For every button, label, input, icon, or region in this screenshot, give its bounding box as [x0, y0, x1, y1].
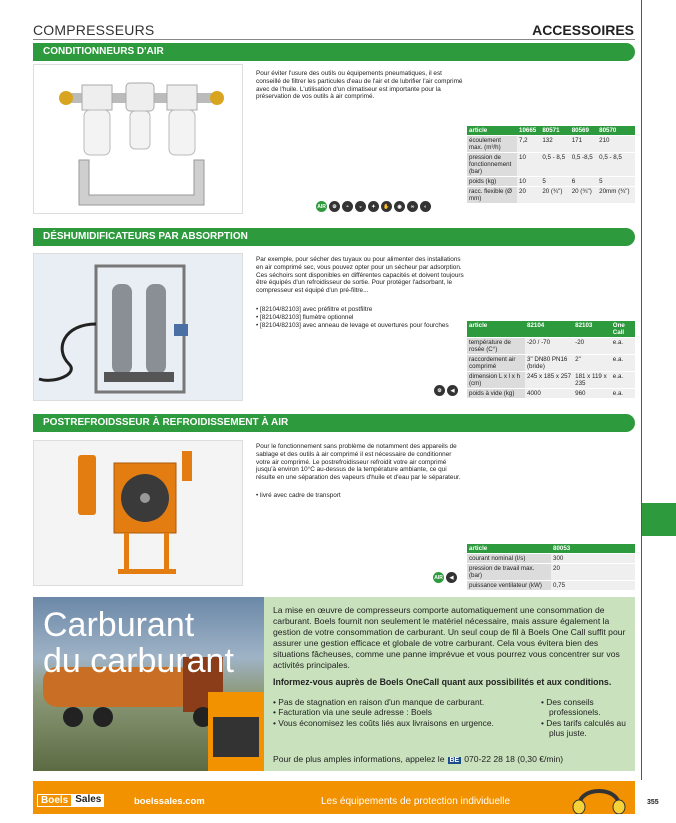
section-header-left: COMPRESSEURS [33, 22, 155, 38]
tool-icon: ⚙ [434, 385, 445, 396]
promo-title-line1: Carburant [43, 606, 195, 644]
section3-bullets [256, 492, 466, 500]
list-item: • Des conseils professionels. [541, 697, 631, 718]
fire-icon: ✦ [368, 201, 379, 212]
list-item: • [82104/82103] avec préfiltre et postfiltre [256, 306, 466, 314]
table-cell: 5 [597, 177, 635, 187]
table-cell: 0,75 [551, 581, 635, 591]
promo-body-text: La mise en œuvre de compresseurs comporte automatiquement une consommation de carburant. Boels fournit non seulement le matériel nécessaire, mais assure également la gestion de votre consommation de carburant. Un seul coup de fil à Boels One Call suffit pour assurer une gestion efficace et globale de votre carburant. Cela vous évitera bien des situations fâcheuses, comme une panne imprévue et vous pourrez vous concentrer sur vos activités principales. [273, 605, 626, 670]
table-cell: e.a. [611, 372, 635, 389]
section-title-conditionneurs: CONDITIONNEURS D'AIR [33, 43, 635, 61]
table-cell: -20 / -70 [525, 338, 573, 355]
table-header-row [467, 321, 635, 338]
section-title-deshumidificateurs: DÉSHUMIDIFICATEURS PAR ABSORPTION [33, 228, 635, 246]
table-header-cell: 80569 [570, 126, 597, 136]
list-item: • Facturation via une seule adresse : Boels [273, 707, 513, 717]
page-edge-line [641, 0, 642, 780]
logo-boels: Boels [37, 794, 72, 807]
list-item: • livré avec cadre de transport [256, 492, 466, 500]
list-item: • Des tarifs calculés au plus juste. [541, 718, 631, 739]
table-cell: 10 [517, 177, 540, 187]
table-header-cell: 82103 [573, 321, 611, 338]
cap-icon: ◓ [342, 201, 353, 212]
table-row [467, 389, 635, 399]
table-row [467, 554, 635, 564]
section1-description: Pour éviter l'usure des outils ou équipements pneumatiques, il est conseillé de filtrer les particules d'eau de l'air et de lubrifier l'air comprimé avec de l'huile. L'utilisation d'un climatiseur est importante pour la préservation de vos outils à air comprimé. [256, 70, 463, 101]
promo-title [43, 607, 234, 679]
aftercooler-illustration [34, 441, 243, 586]
table-header-cell: 80570 [597, 126, 635, 136]
belgium-badge: BE [449, 757, 460, 764]
fuel-promo-box [33, 597, 635, 771]
table-header-cell: 80571 [540, 126, 569, 136]
table-cell: 181 x 119 x 235 [573, 372, 611, 389]
table-cell: 300 [551, 554, 635, 564]
table-row [467, 355, 635, 372]
table-row [467, 136, 635, 153]
section2-description: Par exemple, pour sécher des tuyaux ou pour alimenter des installations en air comprimé sec, vous pouvez opter pour un sécheur par adsorption. Ces séchoirs sont disponibles en différentes capacités et doivent toujours être équipés d'un refroidisseur de sortie. Pour protéger l'adsorbant, le compresseur est équipé d'un pré-filtre... [256, 256, 464, 295]
table-cell-label: pression de fonctionnement (bar) [467, 153, 517, 177]
table-cell-label: racc. flexible (Ø mm) [467, 187, 517, 204]
section-title-postrefroidisseur: POSTREFROIDSSEUR À REFROIDISSEMENT À AIR [33, 414, 635, 432]
section3-icons [433, 572, 457, 583]
page-number: 355 [647, 799, 659, 806]
table-cell: 20 [551, 564, 635, 581]
table-row [467, 564, 635, 581]
table-cell-label: puissance ventilateur (kW) [467, 581, 551, 591]
air-icon: AIR [433, 572, 444, 583]
fuel-truck-photo [33, 597, 264, 771]
footer-url-link[interactable]: boelssales.com [134, 796, 205, 807]
table-row [467, 187, 635, 204]
logo-sales: Sales [72, 794, 104, 807]
footer-bar [33, 781, 635, 814]
side-tab-marker [642, 503, 676, 536]
table-cell: e.a. [611, 389, 635, 399]
hose-icon: ◀ [447, 385, 458, 396]
table-cell: e.a. [611, 338, 635, 355]
mask-icon: ◉ [394, 201, 405, 212]
section2-icons [434, 385, 458, 396]
section1-safety-icons [316, 201, 431, 212]
hose-icon: ◀ [446, 572, 457, 583]
section2-bullets [256, 306, 466, 329]
table-cell: 10 [517, 153, 540, 177]
table-header-row [467, 126, 635, 136]
table-header-cell: 80053 [551, 544, 635, 554]
table-row [467, 581, 635, 591]
aftercooler-photo [33, 440, 243, 586]
header-divider [33, 39, 635, 40]
table-cell: e.a. [611, 355, 635, 372]
table-cell: 4000 [525, 389, 573, 399]
table-cell: 2" [573, 355, 611, 372]
list-item: • Vous économisez les coûts liés aux livraisons en urgence. [273, 718, 513, 728]
table-header-cell: One Call [611, 321, 635, 338]
glove-icon: ✋ [381, 201, 392, 212]
footer-tagline: Les équipements de protection individuelle [321, 796, 511, 807]
section2-spec-table [467, 321, 635, 399]
table-cell-label: température de rosée (C°) [467, 338, 525, 355]
table-header-row [467, 544, 635, 554]
promo-phone-line [273, 754, 563, 764]
table-cell: 7,2 [517, 136, 540, 153]
table-header-cell: 10665 [517, 126, 540, 136]
list-item: • [82104/82103] flumètre optionnel [256, 314, 466, 322]
air-conditioner-photo [33, 64, 243, 214]
table-cell-label: dimension L x l x h (cm) [467, 372, 525, 389]
table-header-cell: 82104 [525, 321, 573, 338]
promo-cta-heading: Informez-vous auprès de Boels OneCall quant aux possibilités et aux conditions. [273, 677, 612, 687]
boels-sales-logo [37, 794, 104, 807]
table-cell: -20 [573, 338, 611, 355]
table-cell: 20 (¾") [540, 187, 569, 204]
air-conditioner-illustration [34, 65, 243, 214]
promo-phone-number[interactable]: 070-22 28 18 (0,30 €/min) [464, 754, 564, 764]
dryer-illustration [34, 254, 243, 401]
promo-benefits-right [541, 697, 631, 739]
table-cell-label: pression de travail max. (bar) [467, 564, 551, 581]
table-row [467, 372, 635, 389]
table-cell-label: poids à vide (kg) [467, 389, 525, 399]
promo-call-prefix: Pour de plus amples informations, appelez le [273, 754, 445, 764]
dryer-photo [33, 253, 243, 401]
ear-protection-icon [569, 781, 629, 814]
table-cell-label: poids (kg) [467, 177, 517, 187]
table-cell: 171 [570, 136, 597, 153]
table-cell-label: écoulement max. (m³/h) [467, 136, 517, 153]
section3-description: Pour le fonctionnement sans problème de notamment des appareils de sablage et des outils à air comprimé il est nécessaire de conditionner votre air comprimé. Le postrefroidisseur refroidit votre air comprimé jusqu'à environ 10°C au-dessus de la température ambiante, ce qui résulte en une séparation des vapeurs d'huile et d'eau par le séparateur. [256, 443, 461, 482]
table-row [467, 153, 635, 177]
tool-icon: ⚙ [329, 201, 340, 212]
table-cell: 210 [597, 136, 635, 153]
table-cell: 20 (¾") [570, 187, 597, 204]
table-cell: 245 x 185 x 257 [525, 372, 573, 389]
table-row [467, 338, 635, 355]
table-cell: 0,5 - 8,5 [540, 153, 569, 177]
table-cell: 6 [570, 177, 597, 187]
table-cell: 0,5 - 8,5 [597, 153, 635, 177]
goggles-icon: ∞ [407, 201, 418, 212]
table-cell: 960 [573, 389, 611, 399]
table-cell-label: courant nominal (I/s) [467, 554, 551, 564]
list-item: • [82104/82103] avec anneau de levage et ouvertures pour fourches [256, 322, 466, 330]
table-cell: 3" DN80 PN16 (bride) [525, 355, 573, 372]
table-row [467, 177, 635, 187]
section3-spec-table [467, 544, 635, 591]
table-header-cell: article [467, 321, 525, 338]
hat-icon: ◒ [355, 201, 366, 212]
table-cell-label: raccordement air comprimé [467, 355, 525, 372]
section-header-right: ACCESSOIRES [532, 22, 634, 38]
promo-benefits-left [273, 697, 513, 728]
promo-title-line2: du carburant [43, 642, 234, 680]
table-cell: 5 [540, 177, 569, 187]
table-header-cell: article [467, 126, 517, 136]
ear-icon: ◐ [420, 201, 431, 212]
table-cell: 20 [517, 187, 540, 204]
table-header-cell: article [467, 544, 551, 554]
table-cell: 20mm (¾") [597, 187, 635, 204]
air-icon: AIR [316, 201, 327, 212]
table-cell: 132 [540, 136, 569, 153]
list-item: • Pas de stagnation en raison d'un manque de carburant. [273, 697, 513, 707]
section1-spec-table [467, 126, 635, 204]
table-cell: 0,5 -8,5 [570, 153, 597, 177]
